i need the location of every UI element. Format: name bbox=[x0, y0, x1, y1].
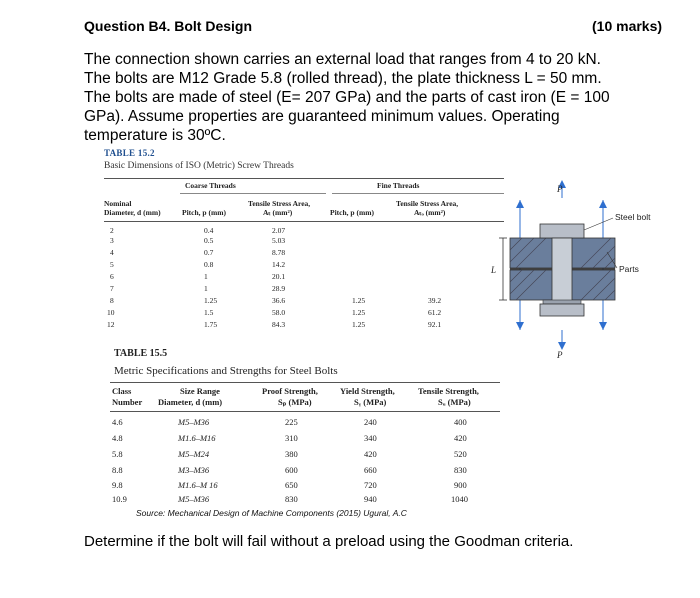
table-cell: 420 bbox=[364, 449, 377, 459]
table-cell: 5 bbox=[110, 260, 114, 269]
table-cell: 5.03 bbox=[272, 236, 286, 245]
table-cell: 7 bbox=[110, 284, 114, 293]
table-15-2-title: Basic Dimensions of ISO (Metric) Screw Threads bbox=[104, 161, 294, 171]
body-line: temperature is 30ºC. bbox=[84, 127, 226, 144]
table-cell: 39.2 bbox=[428, 296, 442, 305]
table-cell: 2 bbox=[110, 226, 114, 235]
group-coarse-header: Coarse Threads bbox=[185, 181, 236, 190]
col-area-header: Aₜ (mm²) bbox=[263, 208, 293, 217]
table-cell: 3 bbox=[110, 236, 114, 245]
col-yield-header: Yield Strength, bbox=[340, 386, 395, 396]
table-cell: 4 bbox=[110, 248, 114, 257]
table-cell: 1.75 bbox=[204, 320, 218, 329]
col-class-header: Number bbox=[112, 397, 143, 407]
question-prompt: Determine if the bolt will fail without a preload using the Goodman criteria. bbox=[84, 533, 574, 550]
body-line: The connection shown carries an external load that ranges from 4 to 20 kN. bbox=[84, 51, 601, 68]
table-cell: 0.7 bbox=[204, 248, 214, 257]
col-pitch-fine-header: Pitch, p (mm) bbox=[330, 208, 374, 217]
table-cell: 1.5 bbox=[204, 308, 214, 317]
table-cell: 1 bbox=[204, 284, 208, 293]
table-cell: 420 bbox=[454, 433, 467, 443]
table-15-2-label: TABLE 15.2 bbox=[104, 148, 155, 158]
table-rule bbox=[110, 411, 500, 412]
table-cell: 10.9 bbox=[112, 494, 127, 504]
table-cell: 61.2 bbox=[428, 308, 442, 317]
table-cell: 14.2 bbox=[272, 260, 286, 269]
table-cell: 1040 bbox=[451, 494, 468, 504]
table-cell: M5–M36 bbox=[178, 417, 210, 427]
table-cell: 10 bbox=[107, 308, 115, 317]
col-area-fine-header: Aₜₒ (mm²) bbox=[414, 208, 446, 217]
table-cell: 310 bbox=[285, 433, 298, 443]
table-cell: 520 bbox=[454, 449, 467, 459]
table-cell: 380 bbox=[285, 449, 298, 459]
table-cell: M3–M36 bbox=[178, 465, 210, 475]
col-tensile-header: Tensile Strength, bbox=[418, 386, 479, 396]
table-15-5-title: Metric Specifications and Strengths for Steel Bolts bbox=[114, 365, 338, 377]
col-nominal-header: Diameter, d (mm) bbox=[104, 208, 161, 217]
source-citation: Source: Mechanical Design of Machine Components (2015) Ugural, A.C bbox=[136, 508, 407, 518]
table-cell: 8.8 bbox=[112, 465, 123, 475]
load-label-top: P bbox=[557, 184, 563, 194]
length-label: L bbox=[491, 265, 497, 275]
col-pitch-header: Pitch, p (mm) bbox=[182, 208, 226, 217]
table-cell: 8 bbox=[110, 296, 114, 305]
table-cell: 0.8 bbox=[204, 260, 214, 269]
table-cell: 340 bbox=[364, 433, 377, 443]
table-cell: M5–M36 bbox=[178, 494, 210, 504]
table-cell: 650 bbox=[285, 480, 298, 490]
col-proof-header: Proof Strength, bbox=[262, 386, 318, 396]
table-cell: M1.6–M 16 bbox=[178, 480, 218, 490]
table-cell: 4.8 bbox=[112, 433, 123, 443]
table-cell: 6 bbox=[110, 272, 114, 281]
parts-label: Parts bbox=[619, 264, 639, 274]
table-cell: 1 bbox=[204, 272, 208, 281]
table-cell: 830 bbox=[285, 494, 298, 504]
col-yield-header: Sᵧ (MPa) bbox=[354, 397, 387, 407]
col-area-fine-header: Tensile Stress Area, bbox=[396, 199, 459, 208]
table-cell: 5.8 bbox=[112, 449, 123, 459]
steel-bolt-label: Steel bolt bbox=[615, 212, 651, 222]
table-cell: 84.3 bbox=[272, 320, 286, 329]
table-cell: 660 bbox=[364, 465, 377, 475]
table-15-5-label: TABLE 15.5 bbox=[114, 348, 168, 359]
table-cell: 2.07 bbox=[272, 226, 286, 235]
body-line: The bolts are made of steel (E= 207 GPa) and the parts of cast iron (E = 100 bbox=[84, 89, 610, 106]
table-cell: 8.78 bbox=[272, 248, 286, 257]
table-cell: 92.1 bbox=[428, 320, 442, 329]
table-cell: 4.6 bbox=[112, 417, 123, 427]
col-size-header: Size Range bbox=[180, 386, 220, 396]
table-cell: 900 bbox=[454, 480, 467, 490]
table-cell: 28.9 bbox=[272, 284, 286, 293]
table-rule bbox=[110, 382, 500, 383]
question-title: Question B4. Bolt Design bbox=[84, 18, 253, 34]
col-tensile-header: Sᵤ (MPa) bbox=[438, 397, 471, 407]
table-cell: 225 bbox=[285, 417, 298, 427]
table-cell: 720 bbox=[364, 480, 377, 490]
table-cell: 12 bbox=[107, 320, 115, 329]
table-cell: 600 bbox=[285, 465, 298, 475]
col-size-header: Diameter, d (mm) bbox=[158, 397, 223, 407]
table-cell: 9.8 bbox=[112, 480, 123, 490]
col-class-header: Class bbox=[112, 386, 132, 396]
col-area-header: Tensile Stress Area, bbox=[248, 199, 311, 208]
body-line: The bolts are M12 Grade 5.8 (rolled thread), the plate thickness L = 50 mm. bbox=[84, 70, 602, 87]
question-marks: (10 marks) bbox=[592, 18, 663, 34]
table-cell: 1.25 bbox=[352, 320, 366, 329]
table-cell: 240 bbox=[364, 417, 377, 427]
table-cell: 0.5 bbox=[204, 236, 214, 245]
body-line: GPa). Assume properties are guaranteed minimum values. Operating bbox=[84, 108, 560, 125]
table-cell: 1.25 bbox=[204, 296, 218, 305]
table-cell: 1.25 bbox=[352, 308, 366, 317]
table-cell: 830 bbox=[454, 465, 467, 475]
table-cell: 58.0 bbox=[272, 308, 286, 317]
col-nominal-header: Nominal bbox=[104, 199, 132, 208]
load-label-bottom: P bbox=[557, 350, 563, 360]
table-cell: M5–M24 bbox=[178, 449, 210, 459]
group-fine-header: Fine Threads bbox=[377, 181, 420, 190]
table-cell: 400 bbox=[454, 417, 467, 427]
table-cell: 0.4 bbox=[204, 226, 214, 235]
col-proof-header: Sₚ (MPa) bbox=[278, 397, 312, 407]
table-cell: 20.1 bbox=[272, 272, 286, 281]
table-cell: M1.6–M16 bbox=[178, 433, 216, 443]
table-cell: 940 bbox=[364, 494, 377, 504]
table-cell: 1.25 bbox=[352, 296, 366, 305]
table-cell: 36.6 bbox=[272, 296, 286, 305]
